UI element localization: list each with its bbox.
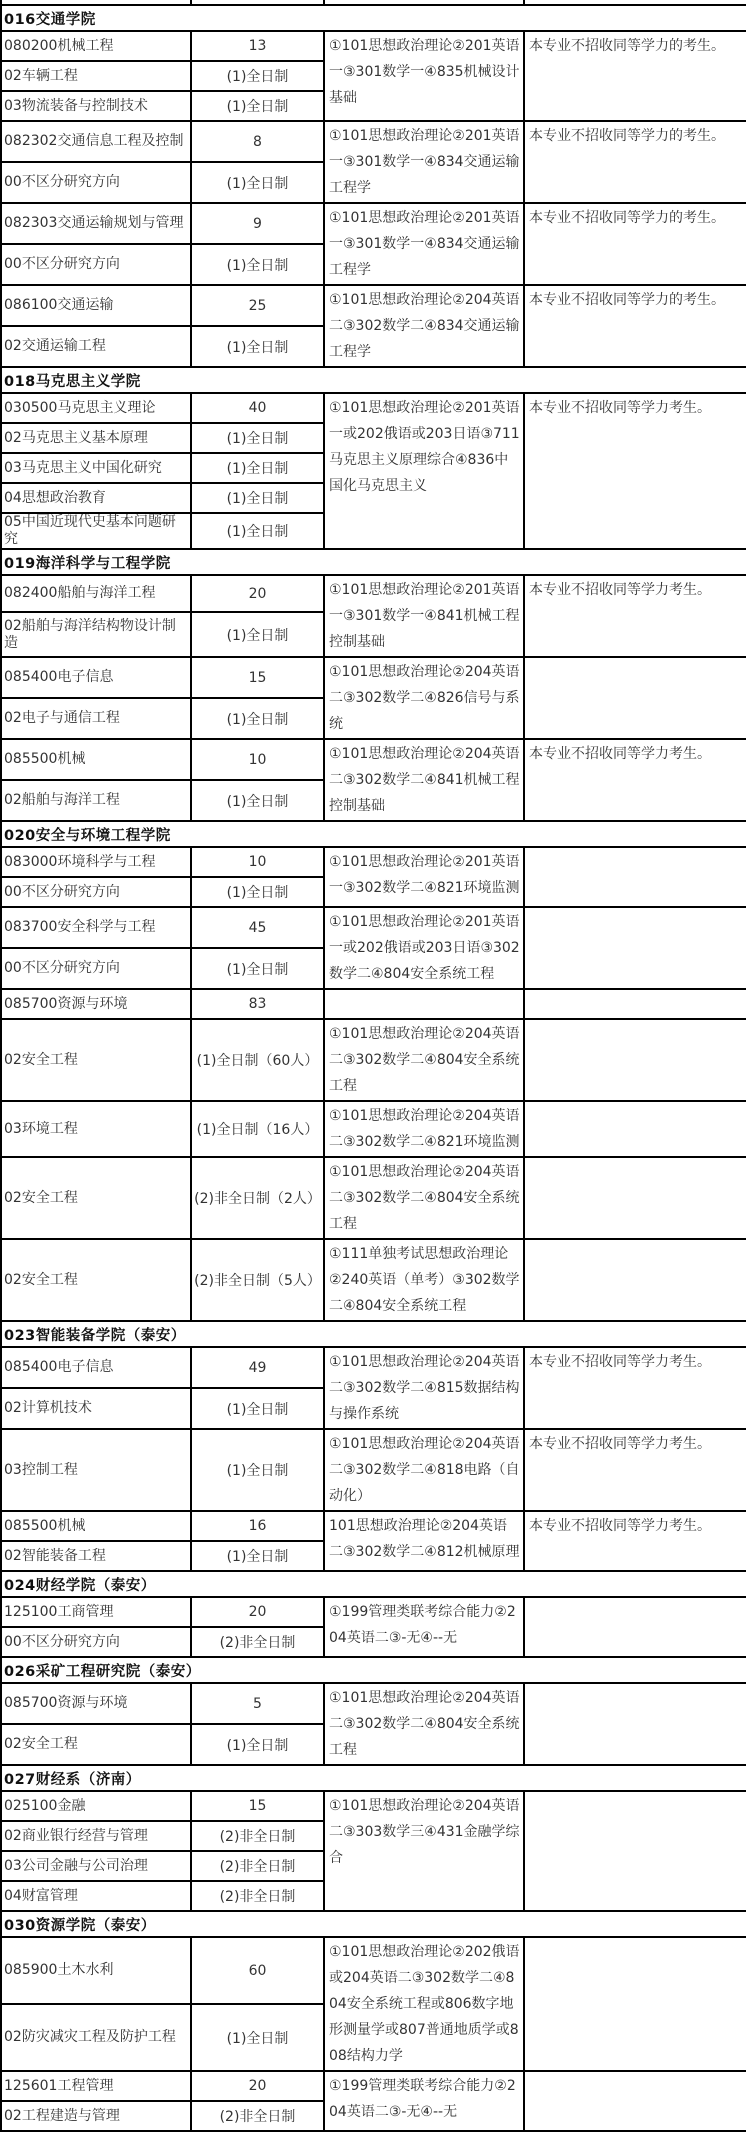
enrollment-cell: (1)全日制 bbox=[191, 91, 324, 121]
enrollment-cell: (2)非全日制 bbox=[191, 1881, 324, 1911]
major-cell: 030500马克思主义理论 bbox=[1, 393, 191, 423]
major-cell: 02马克思主义基本原理 bbox=[1, 423, 191, 453]
table-row bbox=[1, 203, 746, 244]
major-cell: 02防灾减灾工程及防护工程 bbox=[1, 2004, 191, 2071]
college-section-header: 018马克思主义学院 bbox=[1, 367, 746, 393]
enrollment-cell: (2)非全日制 bbox=[191, 1851, 324, 1881]
remarks-cell: 本专业不招收同等学力考生。 bbox=[524, 575, 746, 657]
enrollment-cell: 40 bbox=[191, 393, 324, 423]
enrollment-cell: (1)全日制 bbox=[191, 61, 324, 91]
enrollment-cell: 49 bbox=[191, 1347, 324, 1388]
major-cell: 00不区分研究方向 bbox=[1, 877, 191, 907]
enrollment-cell: (2)非全日制（5人） bbox=[191, 1239, 324, 1321]
exam-subjects-cell: ①101思想政治理论②204英语二③303数学三④431金融学综合 bbox=[324, 1791, 524, 1911]
major-cell: 02车辆工程 bbox=[1, 61, 191, 91]
remarks-cell: 本专业不招收同等学力考生。 bbox=[524, 393, 746, 549]
remarks-cell bbox=[524, 847, 746, 907]
remarks-cell bbox=[524, 1019, 746, 1101]
remarks-cell bbox=[524, 989, 746, 1019]
enrollment-cell: 16 bbox=[191, 1511, 324, 1541]
table-row bbox=[1, 1511, 746, 1541]
table-row bbox=[1, 1239, 746, 1321]
enrollment-cell: (1)全日制 bbox=[191, 483, 324, 513]
table-row bbox=[1, 393, 746, 423]
major-cell: 082400船舶与海洋工程 bbox=[1, 575, 191, 612]
exam-subjects-cell: ①101思想政治理论②204英语二③302数学二④826信号与系统 bbox=[324, 657, 524, 739]
exam-subjects-cell: ①101思想政治理论②201英语一③301数学一④841机械工程控制基础 bbox=[324, 575, 524, 657]
table-row bbox=[1, 907, 746, 948]
enrollment-cell: (1)全日制 bbox=[191, 244, 324, 285]
remarks-cell bbox=[524, 1597, 746, 1657]
enrollment-cell: (1)全日制 bbox=[191, 513, 324, 549]
remarks-cell: 本专业不招收同等学力的考生。 bbox=[524, 285, 746, 367]
college-section-row bbox=[1, 821, 746, 847]
enrollment-cell: (2)非全日制 bbox=[191, 2101, 324, 2131]
major-cell: 082302交通信息工程及控制 bbox=[1, 121, 191, 162]
major-cell: 085900土木水利 bbox=[1, 1937, 191, 2004]
exam-subjects-cell: ①101思想政治理论②201英语一③301数学一④834交通运输工程学 bbox=[324, 203, 524, 285]
major-cell: 02船舶与海洋工程 bbox=[1, 780, 191, 821]
enrollment-cell: 15 bbox=[191, 657, 324, 698]
enrollment-cell: (1)全日制（16人） bbox=[191, 1101, 324, 1157]
college-section-header: 030资源学院（泰安） bbox=[1, 1911, 746, 1937]
enrollment-cell: (1)全日制 bbox=[191, 877, 324, 907]
major-cell: 04财富管理 bbox=[1, 1881, 191, 1911]
table-row bbox=[1, 1937, 746, 2004]
exam-subjects-cell: ①101思想政治理论②202俄语或204英语二③302数学二④804安全系统工程或806数字地形测量学或807普通地质学或808结构力学 bbox=[324, 1937, 524, 2071]
exam-subjects-cell: ①101思想政治理论②204英语二③302数学二④815数据结构与操作系统 bbox=[324, 1347, 524, 1429]
exam-subjects-cell: ①101思想政治理论②201英语一或202俄语或203日语③302数学二④804安全系统工程 bbox=[324, 907, 524, 989]
enrollment-cell: (1)全日制 bbox=[191, 2004, 324, 2071]
major-cell: 00不区分研究方向 bbox=[1, 244, 191, 285]
enrollment-cell: 8 bbox=[191, 121, 324, 162]
remarks-cell bbox=[524, 1239, 746, 1321]
table-row bbox=[1, 31, 746, 61]
table-row bbox=[1, 285, 746, 326]
enrollment-cell: (1)全日制 bbox=[191, 453, 324, 483]
college-section-header: 020安全与环境工程学院 bbox=[1, 821, 746, 847]
enrollment-cell: (2)非全日制 bbox=[191, 1627, 324, 1657]
enrollment-cell: (1)全日制 bbox=[191, 612, 324, 657]
major-cell: 085400电子信息 bbox=[1, 657, 191, 698]
major-cell: 085500机械 bbox=[1, 739, 191, 780]
major-cell: 083000环境科学与工程 bbox=[1, 847, 191, 877]
major-cell: 080200机械工程 bbox=[1, 31, 191, 61]
major-cell: 03马克思主义中国化研究 bbox=[1, 453, 191, 483]
exam-subjects-cell: ①101思想政治理论②204英语二③302数学二④821环境监测 bbox=[324, 1101, 524, 1157]
major-cell: 00不区分研究方向 bbox=[1, 162, 191, 203]
enrollment-cell: 10 bbox=[191, 847, 324, 877]
college-section-row bbox=[1, 5, 746, 31]
exam-subjects-cell: ①101思想政治理论②204英语二③302数学二④804安全系统工程 bbox=[324, 1157, 524, 1239]
table-row bbox=[1, 121, 746, 162]
enrollment-cell: (1)全日制 bbox=[191, 1724, 324, 1765]
table-row bbox=[1, 739, 746, 780]
remarks-cell: 本专业不招收同等学力考生。 bbox=[524, 1429, 746, 1511]
major-cell: 03公司金融与公司治理 bbox=[1, 1851, 191, 1881]
college-section-header: 027财经系（济南） bbox=[1, 1765, 746, 1791]
major-cell: 02安全工程 bbox=[1, 1239, 191, 1321]
major-cell: 02智能装备工程 bbox=[1, 1541, 191, 1571]
exam-subjects-cell: ①101思想政治理论②204英语二③302数学二④834交通运输工程学 bbox=[324, 285, 524, 367]
remarks-cell: 本专业不招收同等学力考生。 bbox=[524, 1347, 746, 1429]
enrollment-cell: (2)非全日制（2人） bbox=[191, 1157, 324, 1239]
enrollment-cell: 20 bbox=[191, 575, 324, 612]
remarks-cell bbox=[524, 907, 746, 989]
table-row bbox=[1, 1019, 746, 1101]
enrollment-cell: (1)全日制 bbox=[191, 1388, 324, 1429]
enrollment-cell: 60 bbox=[191, 1937, 324, 2004]
major-cell: 00不区分研究方向 bbox=[1, 1627, 191, 1657]
major-cell: 02交通运输工程 bbox=[1, 326, 191, 367]
major-cell: 02安全工程 bbox=[1, 1157, 191, 1239]
remarks-cell bbox=[524, 657, 746, 739]
enrollment-cell: 45 bbox=[191, 907, 324, 948]
college-section-row bbox=[1, 549, 746, 575]
college-section-row bbox=[1, 1765, 746, 1791]
remarks-cell bbox=[524, 2071, 746, 2131]
table-row bbox=[1, 1429, 746, 1511]
table-row bbox=[1, 1347, 746, 1388]
major-cell: 04思想政治教育 bbox=[1, 483, 191, 513]
table-row bbox=[1, 1101, 746, 1157]
major-cell: 085500机械 bbox=[1, 1511, 191, 1541]
major-cell: 125100工商管理 bbox=[1, 1597, 191, 1627]
remarks-cell bbox=[524, 1683, 746, 1765]
college-section-row bbox=[1, 1911, 746, 1937]
major-cell: 085400电子信息 bbox=[1, 1347, 191, 1388]
major-cell: 085700资源与环境 bbox=[1, 1683, 191, 1724]
college-section-row bbox=[1, 1321, 746, 1347]
table-row bbox=[1, 847, 746, 877]
college-section-header: 019海洋科学与工程学院 bbox=[1, 549, 746, 575]
enrollment-cell: 9 bbox=[191, 203, 324, 244]
remarks-cell: 本专业不招收同等学力考生。 bbox=[524, 739, 746, 821]
remarks-cell: 本专业不招收同等学力考生。 bbox=[524, 1511, 746, 1571]
college-section-row bbox=[1, 1657, 746, 1683]
remarks-cell bbox=[524, 1101, 746, 1157]
enrollment-cell: (1)全日制 bbox=[191, 162, 324, 203]
major-cell: 02电子与通信工程 bbox=[1, 698, 191, 739]
table-row bbox=[1, 1597, 746, 1627]
enrollment-cell: (1)全日制 bbox=[191, 948, 324, 989]
enrollment-cell: (1)全日制 bbox=[191, 780, 324, 821]
enrollment-cell: (1)全日制 bbox=[191, 326, 324, 367]
college-section-header: 016交通学院 bbox=[1, 5, 746, 31]
exam-subjects-cell: ①101思想政治理论②204英语二③302数学二④841机械工程控制基础 bbox=[324, 739, 524, 821]
major-cell: 125601工程管理 bbox=[1, 2071, 191, 2101]
enrollment-cell: (1)全日制 bbox=[191, 423, 324, 453]
major-cell: 03控制工程 bbox=[1, 1429, 191, 1511]
college-section-row bbox=[1, 367, 746, 393]
exam-subjects-cell bbox=[324, 989, 524, 1019]
enrollment-cell: 20 bbox=[191, 2071, 324, 2101]
enrollment-cell: 5 bbox=[191, 1683, 324, 1724]
college-section-header: 026采矿工程研究院（泰安） bbox=[1, 1657, 746, 1683]
exam-subjects-cell: ①101思想政治理论②201英语一③301数学一④835机械设计基础 bbox=[324, 31, 524, 121]
major-cell: 02安全工程 bbox=[1, 1019, 191, 1101]
major-cell: 02安全工程 bbox=[1, 1724, 191, 1765]
enrollment-cell: 13 bbox=[191, 31, 324, 61]
major-cell: 00不区分研究方向 bbox=[1, 948, 191, 989]
enrollment-cell: (1)全日制 bbox=[191, 1429, 324, 1511]
major-cell: 086100交通运输 bbox=[1, 285, 191, 326]
remarks-cell: 本专业不招收同等学力的考生。 bbox=[524, 203, 746, 285]
enrollment-cell: (1)全日制 bbox=[191, 1541, 324, 1571]
exam-subjects-cell: ①199管理类联考综合能力②204英语二③-无④--无 bbox=[324, 1597, 524, 1657]
college-section-header: 023智能装备学院（泰安） bbox=[1, 1321, 746, 1347]
remarks-cell: 本专业不招收同等学力的考生。 bbox=[524, 121, 746, 203]
remarks-cell: 本专业不招收同等学力的考生。 bbox=[524, 31, 746, 121]
major-cell: 02船舶与海洋结构物设计制造 bbox=[1, 612, 191, 657]
major-cell: 02工程建造与管理 bbox=[1, 2101, 191, 2131]
major-cell: 03环境工程 bbox=[1, 1101, 191, 1157]
remarks-cell bbox=[524, 1937, 746, 2071]
exam-subjects-cell: ①101思想政治理论②204英语二③302数学二④804安全系统工程 bbox=[324, 1683, 524, 1765]
major-cell: 03物流装备与控制技术 bbox=[1, 91, 191, 121]
exam-subjects-cell: ①101思想政治理论②204英语二③302数学二④818电路（自动化） bbox=[324, 1429, 524, 1511]
exam-subjects-cell: 101思想政治理论②204英语二③302数学二④812机械原理 bbox=[324, 1511, 524, 1571]
major-cell: 085700资源与环境 bbox=[1, 989, 191, 1019]
enrollment-cell: 15 bbox=[191, 1791, 324, 1821]
enrollment-cell: (1)全日制 bbox=[191, 698, 324, 739]
enrollment-cell: (2)非全日制 bbox=[191, 1821, 324, 1851]
major-cell: 02计算机技术 bbox=[1, 1388, 191, 1429]
exam-subjects-cell: ①101思想政治理论②201英语一③302数学二④821环境监测 bbox=[324, 847, 524, 907]
exam-subjects-cell: ①111单独考试思想政治理论②240英语（单考）③302数学二④804安全系统工程 bbox=[324, 1239, 524, 1321]
table-row bbox=[1, 1791, 746, 1821]
table-row bbox=[1, 2071, 746, 2101]
remarks-cell bbox=[524, 1791, 746, 1911]
table-row bbox=[1, 1157, 746, 1239]
table-row bbox=[1, 575, 746, 612]
major-cell: 05中国近现代史基本问题研究 bbox=[1, 513, 191, 549]
college-section-header: 024财经学院（泰安） bbox=[1, 1571, 746, 1597]
major-cell: 082303交通运输规划与管理 bbox=[1, 203, 191, 244]
major-cell: 025100金融 bbox=[1, 1791, 191, 1821]
table-row bbox=[1, 657, 746, 698]
exam-subjects-cell: ①199管理类联考综合能力②204英语二③-无④--无 bbox=[324, 2071, 524, 2131]
major-cell: 083700安全科学与工程 bbox=[1, 907, 191, 948]
exam-subjects-cell: ①101思想政治理论②201英语一③301数学一④834交通运输工程学 bbox=[324, 121, 524, 203]
enrollment-cell: (1)全日制（60人） bbox=[191, 1019, 324, 1101]
college-section-row bbox=[1, 1571, 746, 1597]
remarks-cell bbox=[524, 1157, 746, 1239]
enrollment-cell: 25 bbox=[191, 285, 324, 326]
exam-subjects-cell: ①101思想政治理论②204英语二③302数学二④804安全系统工程 bbox=[324, 1019, 524, 1101]
enrollment-cell: 83 bbox=[191, 989, 324, 1019]
admissions-table-body bbox=[1, 0, 746, 2131]
enrollment-cell: 20 bbox=[191, 1597, 324, 1627]
exam-subjects-cell: ①101思想政治理论②201英语一或202俄语或203日语③711马克思主义原理综合④836中国化马克思主义 bbox=[324, 393, 524, 549]
enrollment-cell: 10 bbox=[191, 739, 324, 780]
table-row bbox=[1, 1683, 746, 1724]
table-row bbox=[1, 989, 746, 1019]
major-cell: 02商业银行经营与管理 bbox=[1, 1821, 191, 1851]
